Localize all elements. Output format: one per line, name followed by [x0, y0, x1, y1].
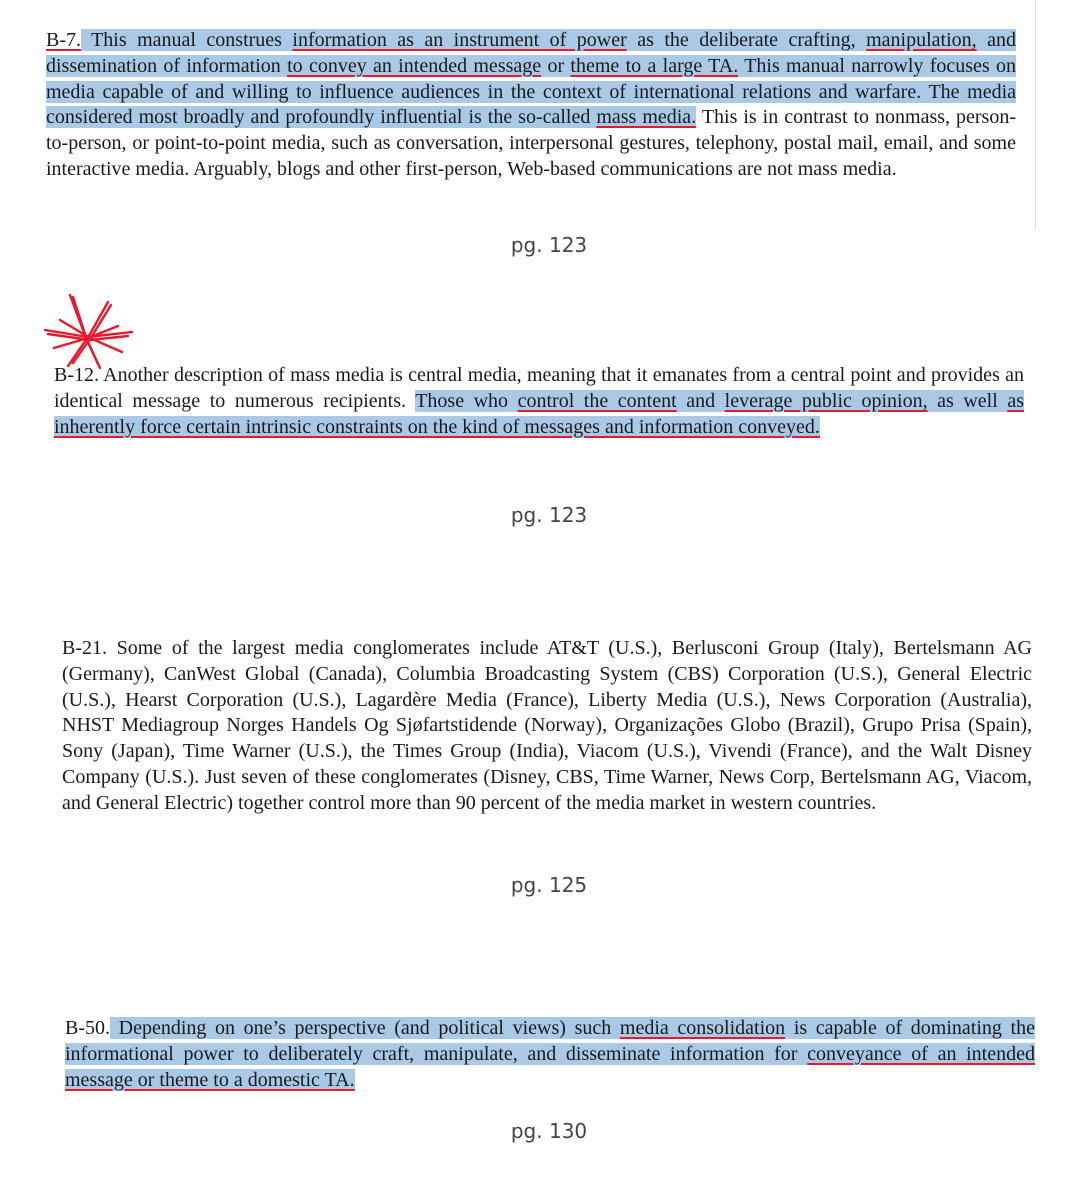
highlighted-text: as well: [927, 389, 1008, 412]
excerpt-body: [65, 1017, 1035, 1091]
underlined-phrase: as inherently force certain intrinsic constraints on the kind of messages and information conveyed.: [54, 389, 1025, 438]
page-edge-divider: [1035, 0, 1036, 230]
underlined-phrase: theme to a large TA.: [570, 54, 739, 77]
page-reference: pg. 130: [510, 1119, 588, 1143]
highlighted-text: Those who: [415, 389, 518, 412]
excerpt-body: [54, 364, 1024, 438]
underlined-phrase: conveyance of an intended message or theme to a domestic TA.: [65, 1042, 1035, 1091]
highlighted-text: This manual narrowly focuses on media capable of and willing to influence audiences in the context of international relations and warfare. The media considered most broadly and profoundly influential is the so-called: [46, 54, 1017, 129]
excerpt-label: B-12.: [54, 364, 99, 386]
page-reference: pg. 125: [510, 873, 588, 897]
underlined-phrase: media consolidation: [619, 1017, 786, 1039]
highlighted-text: Depending on one’s perspective (and political views) such: [110, 1017, 620, 1039]
body-text: This is in contrast to nonmass, person-to-person, or point-to-point media, such as conversation, interpersonal gestures, telephony, postal mail, email, and some interactive media. Arguably, blogs and other first-person, Web-based communications are not mass media.: [46, 106, 1016, 180]
underlined-phrase: leverage public opinion,: [724, 389, 928, 412]
excerpt-label: B-21.: [62, 637, 107, 659]
highlighted-text: and: [676, 389, 725, 412]
underlined-phrase: control the content: [517, 389, 677, 412]
underlined-phrase: to convey an intended message: [287, 54, 542, 77]
excerpt-b50: [65, 1016, 1035, 1093]
excerpt-b12: [54, 363, 1024, 440]
highlighted-text: is capable of dominating the informational power to deliberately craft, manipulate, and disseminate information for: [65, 1017, 1035, 1065]
excerpt-body: [46, 29, 1016, 180]
page-reference: pg. 123: [510, 233, 588, 257]
highlighted-text: This manual construes: [91, 29, 293, 51]
underlined-phrase: mass media.: [596, 106, 697, 129]
highlighted-text: and dissemination of information: [46, 29, 1016, 77]
excerpt-b21: [62, 636, 1032, 817]
highlighted-text: or: [541, 54, 571, 77]
excerpt-b7: [46, 28, 1016, 183]
excerpt-body: [62, 637, 1032, 814]
underlined-phrase: information as an instrument of power: [292, 29, 627, 51]
excerpt-label: B-7.: [46, 29, 81, 51]
body-text: Some of the largest media conglomerates include AT&T (U.S.), Berlusconi Group (Italy), Bertelsmann AG (Germany), CanWest Global (Canada), Columbia Broadcasting System (CBS) Corporation (U.S.), General Electric (U.S.), Hearst Corporation (U.S.), Lagardère Media (France), Liberty Media (U.S.), News Corporation (Australia), NHST Mediagroup Norges Handels Og Sjøfartstidende (Norway), Organizações Globo (Brazil), Grupo Prisa (Spain), Sony (Japan), Time Warner (U.S.), the Times Group (India), Viacom (U.S.), Vivendi (France), and the Walt Disney Company (U.S.). Just seven of these conglomerates (Disney, CBS, Time Warner, News Corp, Bertelsmann AG, Viacom, and General Electric) together control more than 90 percent of the media market in western countries.: [62, 637, 1032, 814]
underlined-phrase: manipulation,: [866, 29, 977, 51]
page-reference: pg. 123: [510, 503, 588, 527]
body-text: Another description of mass media is central media, meaning that it emanates from a central point and provides an identical message to numerous recipients.: [54, 364, 1024, 412]
excerpt-label: B-50.: [65, 1017, 110, 1039]
highlighted-text: [81, 29, 91, 51]
highlighted-text: as the deliberate crafting,: [626, 29, 867, 51]
